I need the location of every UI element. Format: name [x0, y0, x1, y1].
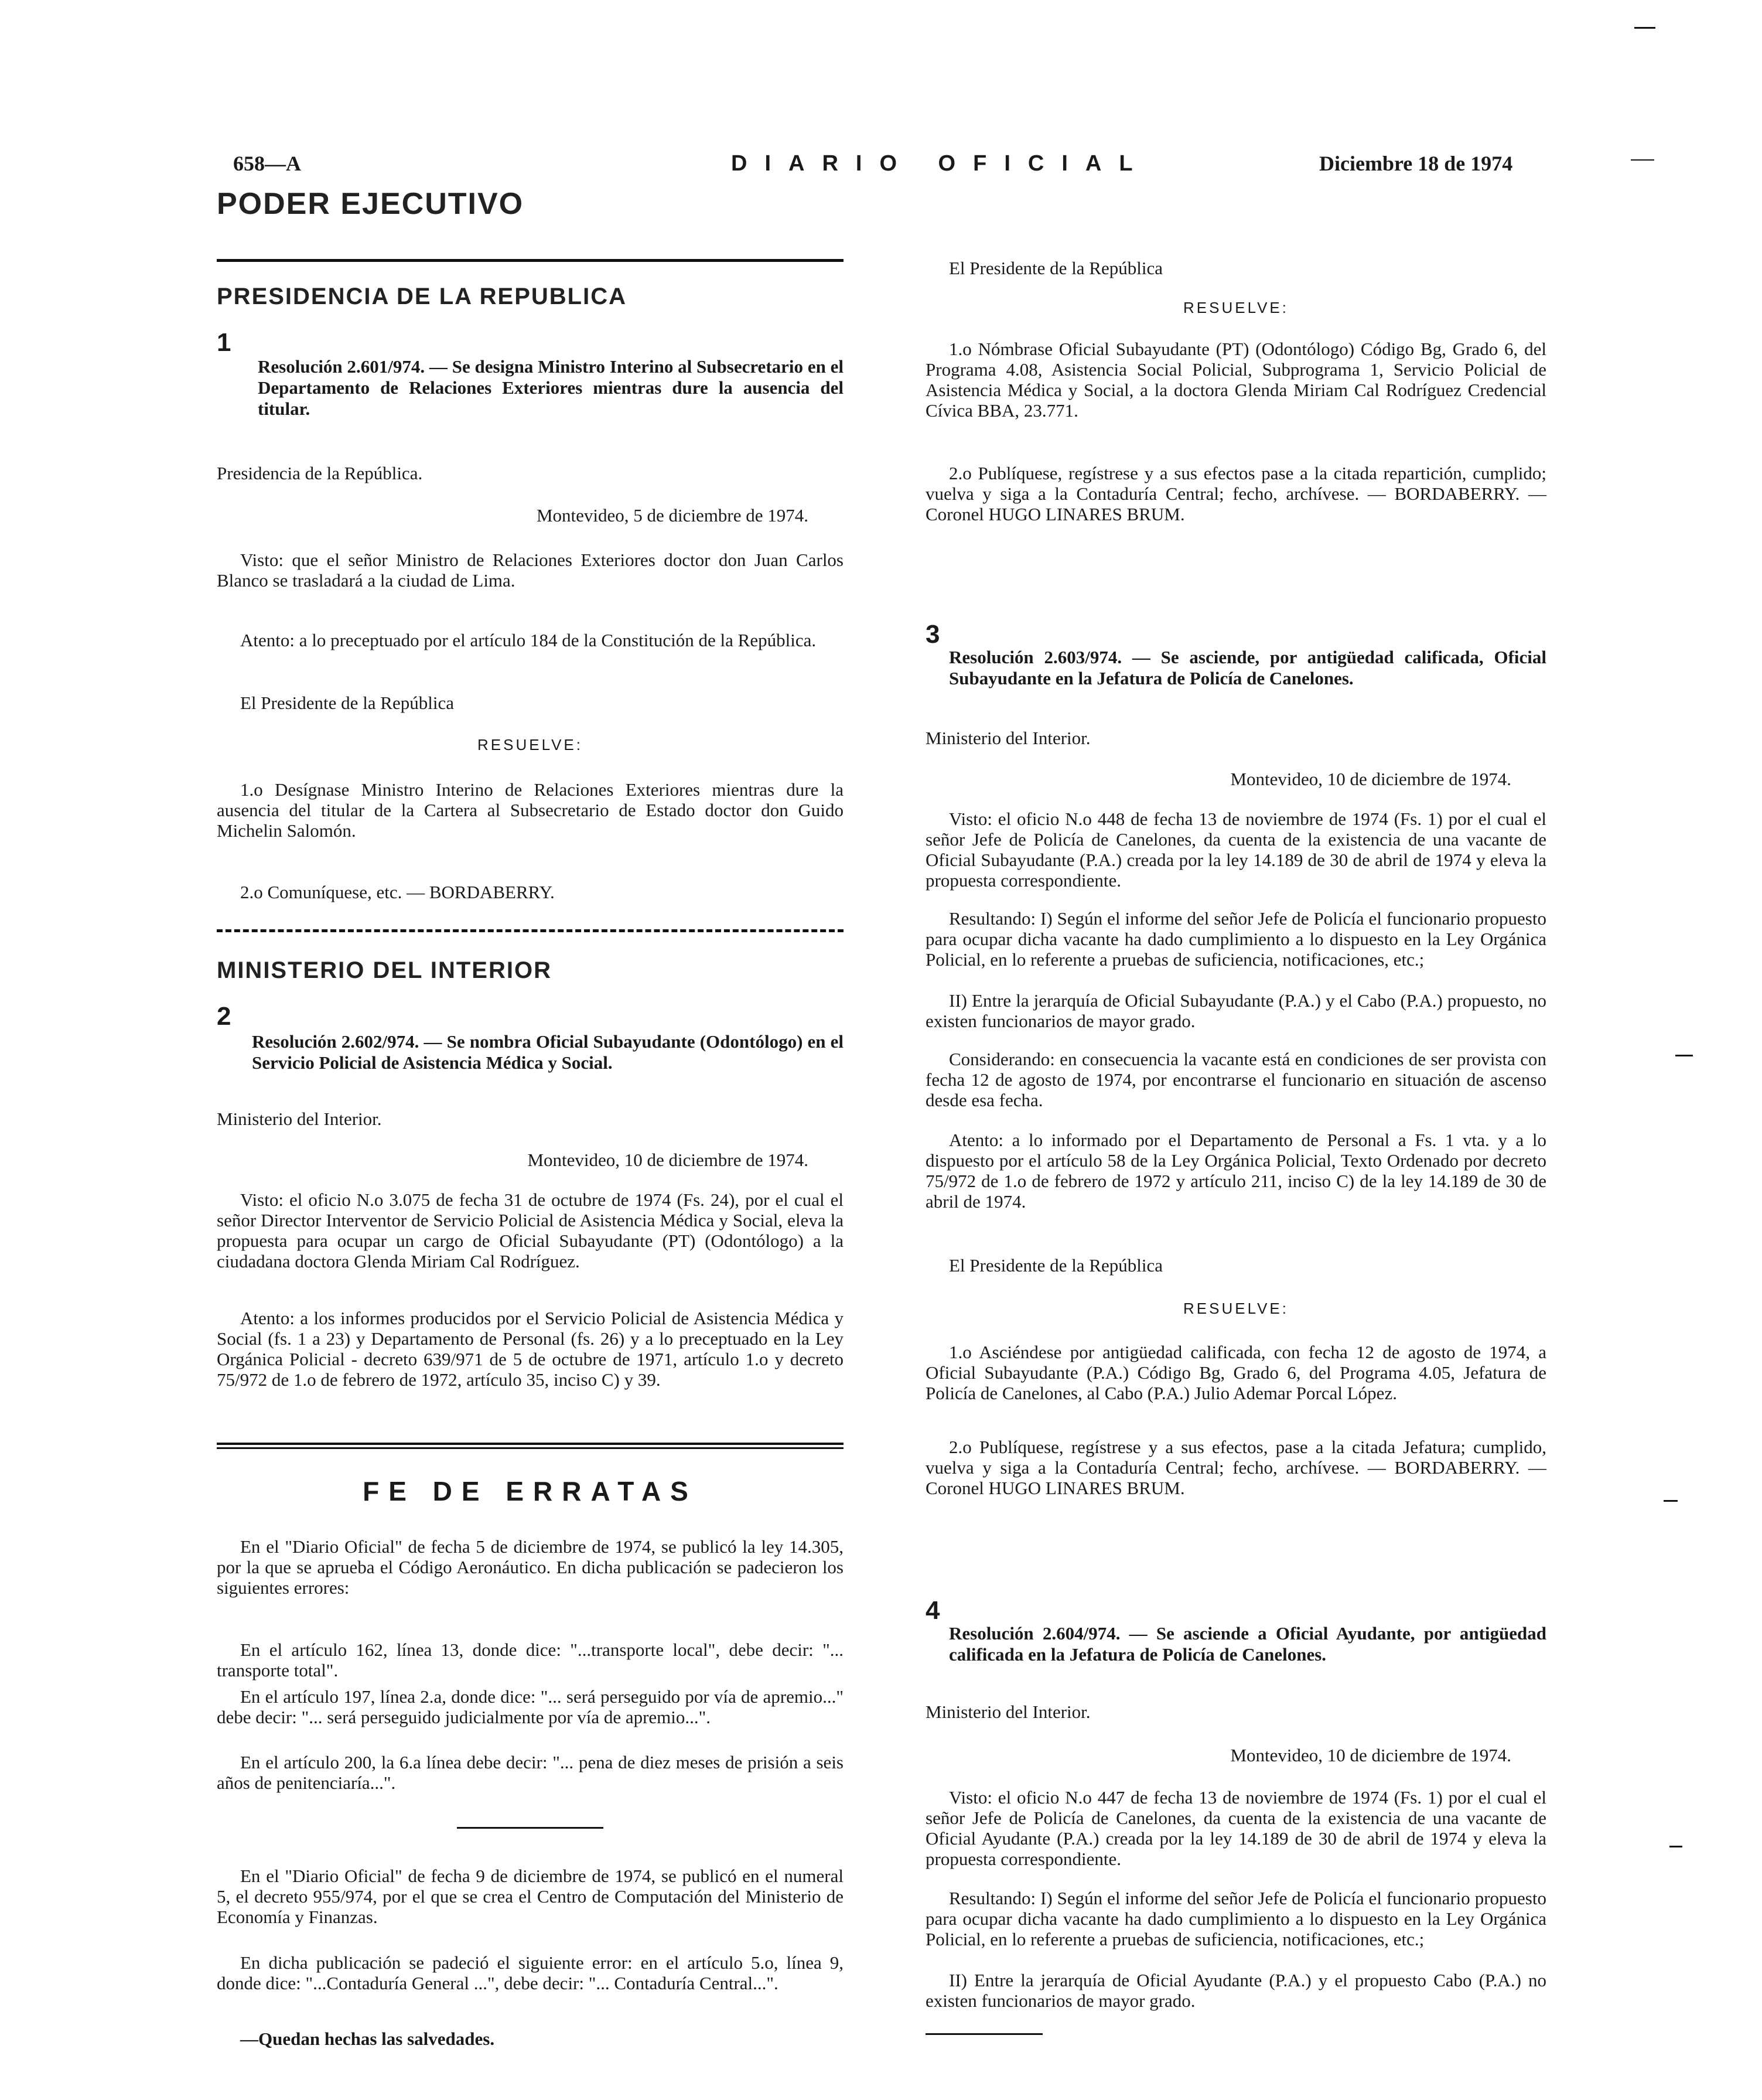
erratas-paragraph: En el "Diario Oficial" de fecha 5 de diciembre de 1974, se publicó la ley 14.305, por la que se aprueba el Código Aeronáutico. En dicha publicación se padecieron los siguientes errores:: [217, 1536, 844, 1598]
article-2: 2.o Publíquese, regístrese y a sus efectos, pase a la citada Jefatura; cumplido, vuelva y siga a la Contaduría Central; fecho, archívese. — BORDABERRY. — Coronel HUGO LINARES BRUM.: [926, 1437, 1546, 1498]
item-number: 4: [926, 1596, 940, 1625]
item-number: 2: [217, 1002, 231, 1031]
atento-paragraph: Atento: a los informes producidos por el Servicio Policial de Asistencia Médica y Social (fs. 1 a 23) y Departamento de Personal (fs. 26) y a lo preceptuado en la Ley Orgánica Policial - decreto 639/971 de 5 de octubre de 1971, artículo 1.o y decreto 75/972 de 1.o de febrero de 1972, artículo 35, inciso C) y 39.: [217, 1308, 844, 1390]
origin: Ministerio del Interior.: [217, 1109, 382, 1129]
resultando-paragraph: II) Entre la jerarquía de Oficial Subayudante (P.A.) y el Cabo (P.A.) propuesto, no existen funcionarios de mayor grado.: [926, 990, 1546, 1031]
resolution-summary: Resolución 2.603/974. — Se asciende, por antigüedad calificada, Oficial Subayudante en la Jefatura de Policía de Canelones.: [949, 647, 1546, 688]
resultando-paragraph: II) Entre la jerarquía de Oficial Ayudante (P.A.) y el propuesto Cabo (P.A.) no existen funcionarios de mayor grado.: [926, 1970, 1546, 2011]
underline: [926, 2033, 1043, 2035]
article-1: 1.o Nómbrase Oficial Subayudante (PT) (Odontólogo) Código Bg, Grado 6, del Programa 4.08, Asistencia Social Policial, Subprograma 1, Servicio Policial de Asistencia Médica y Social, a la doctora Glenda Miriam Cal Rodríguez Credencial Cívica BBA, 23.771.: [926, 339, 1546, 421]
masthead: DIARIO OFICIAL: [731, 151, 1150, 176]
erratas-paragraph: En el "Diario Oficial" de fecha 9 de diciembre de 1974, se publicó en el numeral 5, el decreto 955/974, por el que se crea el Centro de Computación del Ministerio de Economía y Finanzas.: [217, 1866, 844, 1927]
resolution-summary: Resolución 2.604/974. — Se asciende a Oficial Ayudante, por antigüedad calificada en la Jefatura de Policía de Canelones.: [949, 1623, 1546, 1665]
section-rule: [217, 259, 844, 262]
section-title-presidencia: PRESIDENCIA DE LA REPUBLICA: [217, 284, 627, 309]
resultando-paragraph: Resultando: I) Según el informe del señor Jefe de Policía el funcionario propuesto para ocupar dicha vacante ha dado cumplimiento a lo dispuesto en la Ley Orgánica Policial, en lo referente a pruebas de suficiencia, notificaciones, etc.;: [926, 908, 1546, 970]
issue-date: Diciembre 18 de 1974: [1319, 152, 1513, 175]
visto-paragraph: Visto: el oficio N.o 3.075 de fecha 31 de octubre de 1974 (Fs. 24), por el cual el señor Director Interventor de Servicio Policial de Asistencia Médica y Social, eleva la propuesta para ocupar un cargo de Oficial Subayudante (PT) (Odontólogo) a la ciudadana doctora Glenda Miriam Cal Rodríguez.: [217, 1189, 844, 1271]
section-title-poder-ejecutivo: PODER EJECUTIVO: [217, 187, 524, 221]
article-2: 2.o Comuníquese, etc. — BORDABERRY.: [240, 882, 555, 902]
double-rule: [217, 1443, 844, 1449]
page-number: 658—A: [233, 152, 301, 175]
presidente-line: El Presidente de la República: [949, 258, 1163, 278]
atento-paragraph: Atento: a lo preceptuado por el artículo 184 de la Constitución de la República.: [240, 630, 817, 650]
erratas-paragraph: En dicha publicación se padeció el siguiente error: en el artículo 5.o, línea 9, donde dice: "...Contaduría General ...", debe decir: "... Contaduría Central...".: [217, 1952, 844, 1993]
erratas-title: FE DE ERRATAS: [363, 1476, 698, 1506]
visto-paragraph: Visto: el oficio N.o 447 de fecha 13 de noviembre de 1974 (Fs. 1) por el cual el señor Jefe de Policía de Canelones, da cuenta de la existencia de una vacante de Oficial Ayudante (P.A.) creada por la ley 14.189 de 30 de abril de 1974 y eleva la propuesta correspondiente.: [926, 1787, 1546, 1869]
origin: Ministerio del Interior.: [926, 728, 1091, 748]
scan-mark: [1675, 1055, 1693, 1056]
scan-mark: [1634, 27, 1655, 29]
resolution-summary: Resolución 2.601/974. — Se designa Ministro Interino al Subsecretario en el Departamento de Relaciones Exteriores mientras dure la ausencia del titular.: [258, 356, 844, 419]
article-1: 1.o Desígnase Ministro Interino de Relaciones Exteriores mientras dure la ausencia del titular de la Cartera al Subsecretario de Estado doctor don Guido Michelin Salomón.: [217, 779, 844, 841]
visto-paragraph: Visto: que el señor Ministro de Relaciones Exteriores doctor don Juan Carlos Blanco se trasladará a la ciudad de Lima.: [217, 550, 844, 591]
presidente-line: El Presidente de la República: [949, 1255, 1163, 1276]
item-number: 1: [217, 328, 231, 357]
resultando-paragraph: Resultando: I) Según el informe del señor Jefe de Policía el funcionario propuesto para ocupar dicha vacante ha dado cumplimiento a lo dispuesto en la Ley Orgánica Policial, en lo referente a pruebas de suficiencia, notificaciones, etc.;: [926, 1888, 1546, 1949]
place-date: Montevideo, 5 de diciembre de 1974.: [536, 505, 808, 526]
article-2: 2.o Publíquese, regístrese y a sus efectos pase a la citada repartición, cumplido; vuelva y siga a la Contaduría Central; fecho, archívese. — BORDABERRY. — Coronel HUGO LINARES BRUM.: [926, 463, 1546, 524]
resuelve-heading: RESUELVE:: [1183, 1300, 1289, 1317]
section-rule: [217, 929, 844, 932]
presidente-line: El Presidente de la República: [240, 693, 454, 713]
atento-paragraph: Atento: a lo informado por el Departamento de Personal a Fs. 1 vta. y a lo dispuesto por el artículo 58 de la Ley Orgánica Policial, Texto Ordenado por decreto 75/972 de 1.o de febrero de 1972 y artículo 211, inciso C) de la ley 14.189 de 30 de abril de 1974.: [926, 1130, 1546, 1212]
place-date: Montevideo, 10 de diciembre de 1974.: [1230, 769, 1511, 789]
section-title-interior: MINISTERIO DEL INTERIOR: [217, 957, 552, 983]
article-1: 1.o Asciéndese por antigüedad calificada, con fecha 12 de agosto de 1974, a Oficial Subayudante (P.A.) Código Bg, Grado 6, del Programa 4.05, Jefatura de Policía de Canelones, al Cabo (P.A.) Julio Ademar Porcal López.: [926, 1342, 1546, 1403]
divider: [457, 1827, 603, 1829]
erratas-paragraph: En el artículo 162, línea 13, donde dice: "...transporte local", debe decir: "... transporte total".: [217, 1639, 844, 1680]
erratas-paragraph: En el artículo 197, línea 2.a, donde dice: "... será perseguido por vía de apremio..." debe decir: "... será perseguido judicialmente por vía de apremio...".: [217, 1686, 844, 1727]
place-date: Montevideo, 10 de diciembre de 1974.: [527, 1150, 808, 1170]
scan-mark: [1669, 1846, 1682, 1847]
resuelve-heading: RESUELVE:: [1183, 299, 1289, 316]
visto-paragraph: Visto: el oficio N.o 448 de fecha 13 de noviembre de 1974 (Fs. 1) por el cual el señor Jefe de Policía de Canelones, da cuenta de la existencia de una vacante de Oficial Subayudante (P.A.) creada por la ley 14.189 de 30 de abril de 1974 y eleva la propuesta correspondiente.: [926, 809, 1546, 891]
origin: Ministerio del Interior.: [926, 1702, 1091, 1722]
scan-mark: [1631, 159, 1654, 161]
erratas-paragraph: En el artículo 200, la 6.a línea debe decir: "... pena de diez meses de prisión a seis años de penitenciaría...".: [217, 1752, 844, 1793]
erratas-closing: —Quedan hechas las salvedades.: [240, 2029, 495, 2049]
resuelve-heading: RESUELVE:: [477, 736, 583, 754]
place-date: Montevideo, 10 de diciembre de 1974.: [1230, 1745, 1511, 1765]
origin: Presidencia de la República.: [217, 463, 423, 483]
resolution-summary: Resolución 2.602/974. — Se nombra Oficial Subayudante (Odontólogo) en el Servicio Policial de Asistencia Médica y Social.: [252, 1031, 844, 1073]
scan-mark: [1664, 1500, 1678, 1502]
considerando-paragraph: Considerando: en consecuencia la vacante está en condiciones de ser provista con fecha 12 de agosto de 1974, por encontrarse el funcionario en situación de ascenso desde esa fecha.: [926, 1049, 1546, 1110]
item-number: 3: [926, 620, 940, 649]
